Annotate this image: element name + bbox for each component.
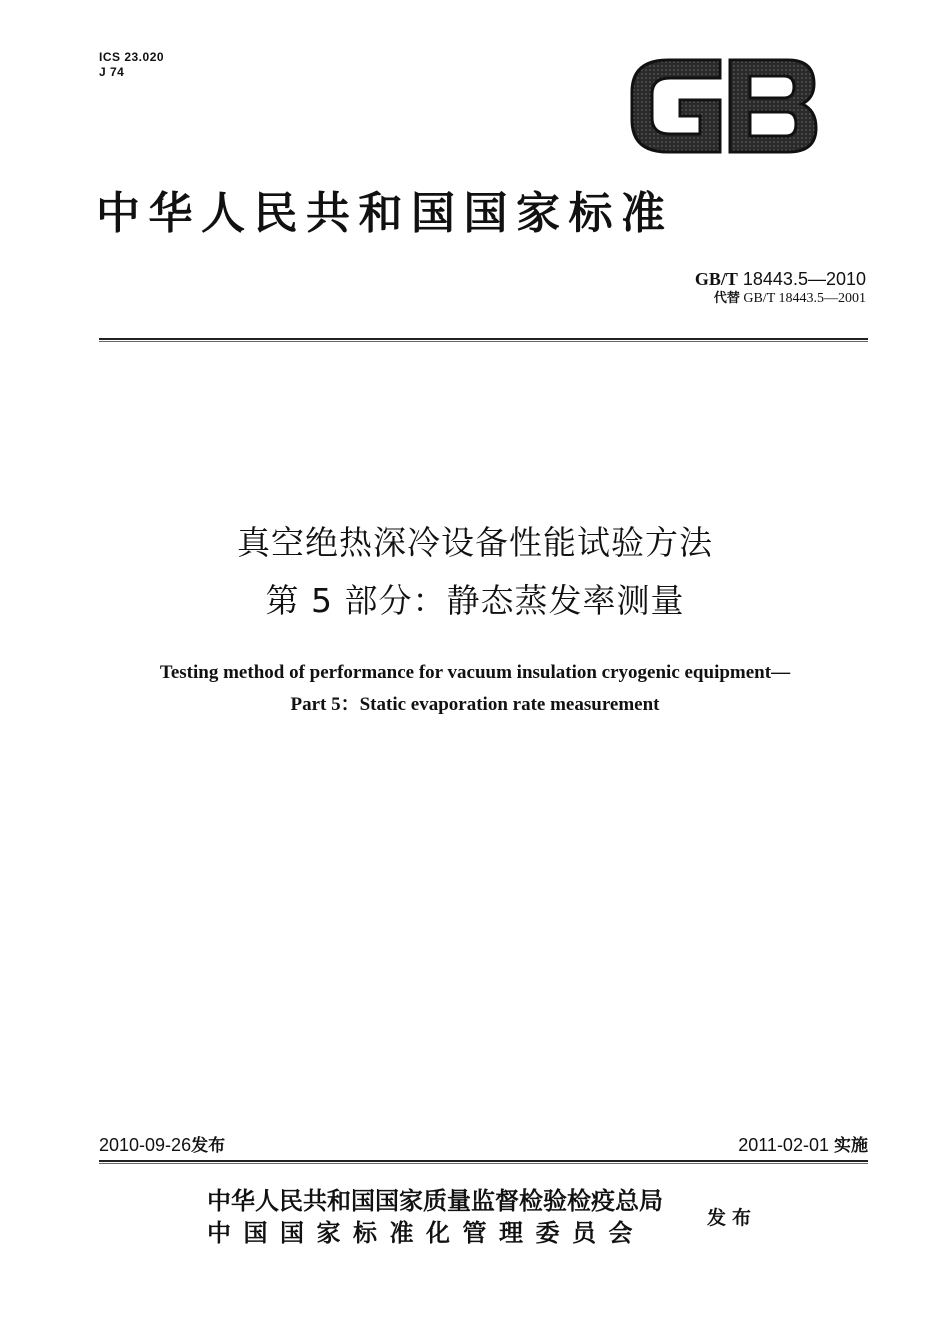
classification-codes (99, 50, 164, 80)
replaces-code (695, 290, 866, 308)
issuer-org-1: 中华人民共和国国家质量监督检验检疫总局 (207, 1187, 663, 1215)
title-cn-line2: 第 5 部分：静态蒸发率测量 (265, 581, 685, 620)
issue-date (99, 1132, 225, 1159)
date-row (99, 1132, 868, 1158)
replaces-code-value: GB/T 18443.5—2001 (743, 291, 866, 306)
national-standard-title: 中华人民共和国国家标准 (96, 188, 674, 239)
gb-logo (628, 56, 818, 156)
standard-code-number: 18443.5—2010 (742, 269, 866, 289)
issue-date-value: 2010-09-26 (99, 1135, 192, 1155)
bottom-divider (99, 1160, 868, 1164)
ccs-code: J 74 (99, 65, 125, 79)
implement-date-value: 2011-02-01 (738, 1135, 829, 1155)
implement-date (738, 1132, 868, 1159)
replaces-label: 代替 (713, 291, 740, 306)
standard-code-prefix: GB/T (694, 269, 738, 289)
top-divider (99, 338, 868, 342)
issue-date-label: 发布 (191, 1136, 226, 1156)
standard-codes (695, 268, 866, 308)
title-en-line2: Part 5：Static evaporation rate measurement (290, 694, 660, 715)
ics-code: ICS 23.020 (99, 50, 165, 64)
title-en-line1: Testing method of performance for vacuum insulation cryogenic equipment— (159, 662, 791, 683)
publish-label: 发布 (707, 1207, 758, 1229)
implement-date-label: 实施 (834, 1136, 868, 1156)
title-cn-line1: 真空绝热深冷设备性能试验方法 (237, 523, 713, 562)
standard-code (695, 268, 866, 290)
issuer-org-2: 中国国家标准化管理委员会 (207, 1219, 645, 1247)
